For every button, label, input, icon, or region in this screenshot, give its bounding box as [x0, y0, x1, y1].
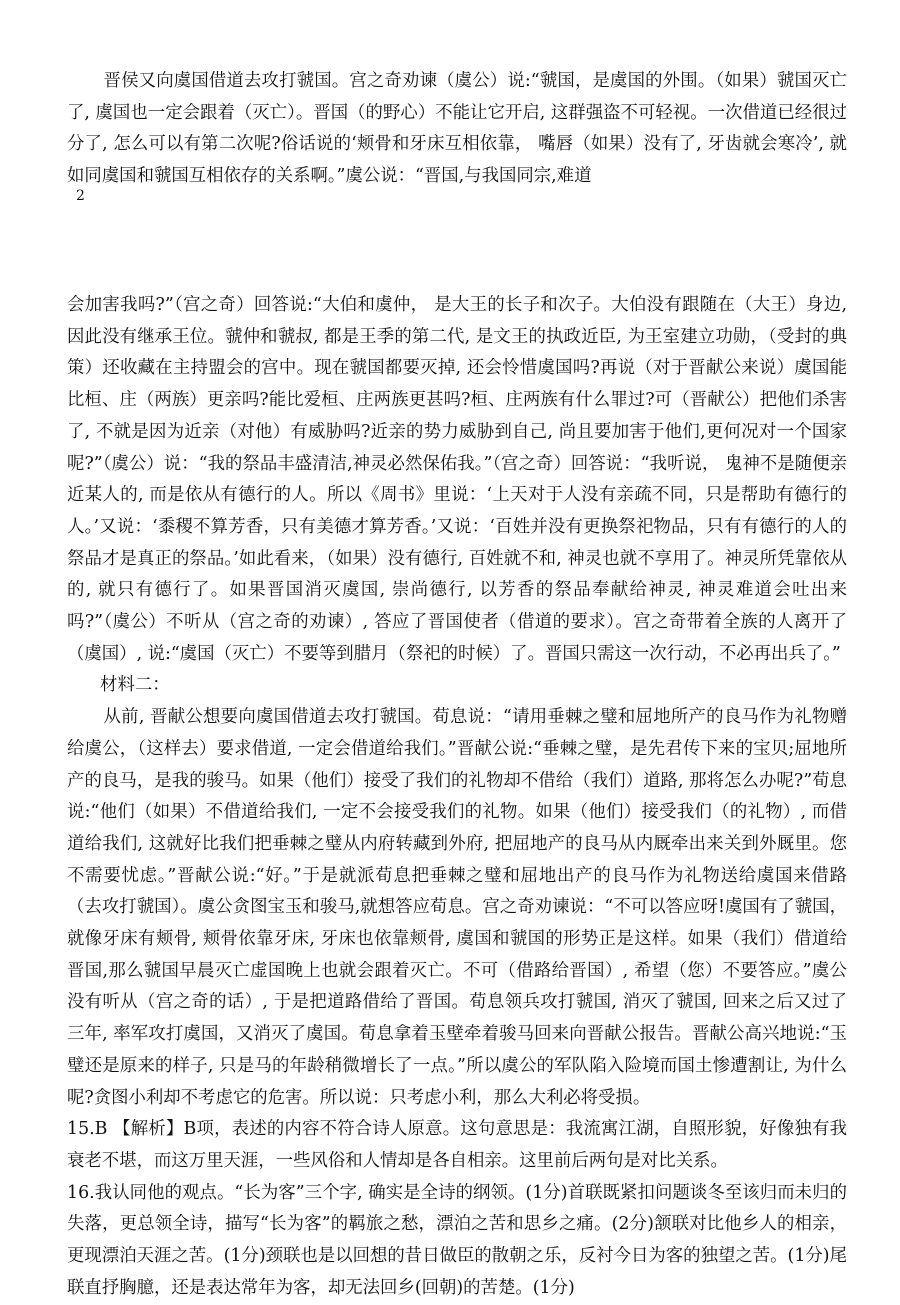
bottom-text-block — [67, 290, 847, 1305]
material-two-label: 材料二： — [100, 675, 170, 696]
paragraph-material-two: 从前, 晋献公想要向虞国借道去攻打虢国。荀息说：“请用垂棘之璧和屈地所产的良马作为礼物赠给虞公，（这样去）要求借道, 一定会借道给我们。”晋献公说:“垂棘之璧，是先君传下来的宝贝;屈地所产的良马，是我的骏马。如果（他们）接受了我们的礼物却不借给（我们）道路, 那将怎么办呢?”荀息说:“他们（如果）不借道给我们, 一定不会接受我们的礼物。如果（他们）接受我们（的礼物）, 而借道给我们, 这就好比我们把垂棘之璧从内府转藏到外府, 把屈地产的良马从内厩牵出来关到外厩里。您不需要忧虑。”晋献公说:“好。”于是就派荀息把垂棘之璧和屈地出产的良马作为礼物送给虞国来借路（去攻打虢国）。虞公贪图宝玉和骏马,就想答应荀息。宫之奇劝谏说：“不可以答应呀!虞国有了虢国， 就像牙床有颊骨, 颊骨依靠牙床, 牙床也依靠颊骨, 虞国和虢国的形势正是这样。如果（我们）借道给晋国,那么虢国早晨灭亡虚国晚上也就会跟着灭亡。不可（借路给晋国）, 希望（您）不要答应。”虞公没有听从（宫之奇的话）, 于是把道路借给了晋国。荀息领兵攻打虢国, 消灭了虢国, 回来之后又过了三年, 率军攻打虞国，又消灭了虞国。荀息拿着玉壁牵着骏马回来向晋献公报告。晋献公高兴地说:“玉璧还是原来的样子, 只是马的年龄稍微增长了一点。”所以虞公的军队陷入险境而国土惨遭割让, 为什么呢?贪图小利却不考虑它的危害。所以说：只考虑小利，那么大利必将受损。 — [67, 707, 847, 1108]
answer-16: 16.我认同他的观点。“长为客”三个字, 确实是全诗的纲领。(1分)首联既紧扣问题谈冬至该归而未归的失落，更总领全诗，描写“长为客”的羁旅之愁，漂泊之苦和思乡之痛。(2分)颔联对比他乡人的相亲，更现漂泊天涯之苦。(1分)颈联也是以回想的昔日做臣的散朝之乐，反衬今日为客的独望之苦。(1分)尾联直抒胸臆，还是表达常年为客，却无法回乡(回朝)的苦楚。(1分) — [67, 1182, 847, 1298]
paragraph-jin-borrows-road: 晋侯又向虞国借道去攻打虢国。宫之奇劝谏（虞公）说:“虢国，是虞国的外围。（如果）虢国灭亡了, 虞国也一定会跟着（灭亡）。晋国（的野心）不能让它开启, 这群强盗不可轻视。一次借道已经很过分了, 怎么可以有第二次呢?俗话说的‘颊骨和牙床互相依靠， 嘴唇（如果）没有了, 牙齿就会寒冷’, 就如同虞国和虢国互相依存的关系啊。”虞公说：“晋国,与我国同宗,难道 — [67, 71, 847, 187]
page-number: 2 — [76, 188, 85, 204]
paragraph-continued: 会加害我吗?”（宫之奇）回答说:“大伯和虞仲， 是大王的长子和次子。大伯没有跟随在（大王）身边, 因此没有继承王位。虢仲和虢叔, 都是王季的第二代, 是文王的执政近臣, 为王室建立功勋，（受封的典策）还收藏在主持盟会的宫中。现在虢国都要灭掉, 还会怜惜虞国吗?再说（对于晋献公来说）虞国能比桓、庄（两族）更亲吗?能比爱桓、庄两族更甚吗?桓、庄两族有什么罪过?可（晋献公）把他们杀害了, 不就是因为近亲（对他）有威胁吗?近亲的势力威胁到自己, 尚且要加害于他们,更何况对一个国家呢?”（虞公）说：“我的祭品丰盛清洁,神灵必然保佑我。”（宫之奇）回答说：“我听说， 鬼神不是随便亲近某人的, 而是依从有德行的人。所以《周书》里说：‘上天对于人没有亲疏不同，只是帮助有德行的人。’又说：‘黍稷不算芳香，只有美德才算芳香。’又说：‘百姓并没有更换祭祀物品，只有有德行的人的祭品才是真正的祭品。’如此看来，（如果）没有德行, 百姓就不和, 神灵也就不享用了。神灵所凭靠依从的, 就只有德行了。如果晋国消灭虞国, 崇尚德行, 以芳香的祭品奉献给神灵, 神灵难道会吐出来吗?”（虞公）不听从（宫之奇的劝谏）, 答应了晋国使者（借道的要求）。宫之奇带着全族的人离开了（虞国）, 说:“虞国（灭亡）不要等到腊月（祭祀的时候）了。晋国只需这一次行动，不必再出兵了。” — [67, 295, 847, 664]
answer-15: 15.B 【解析】B项，表述的内容不符合诗人原意。这句意思是：我流寓江湖，自照形貌，好像独有我衰老不堪，而这万里天涯，一些风俗和人情却是各自相亲。这里前后两句是对比关系。 — [67, 1119, 847, 1171]
top-text-block — [67, 66, 847, 193]
